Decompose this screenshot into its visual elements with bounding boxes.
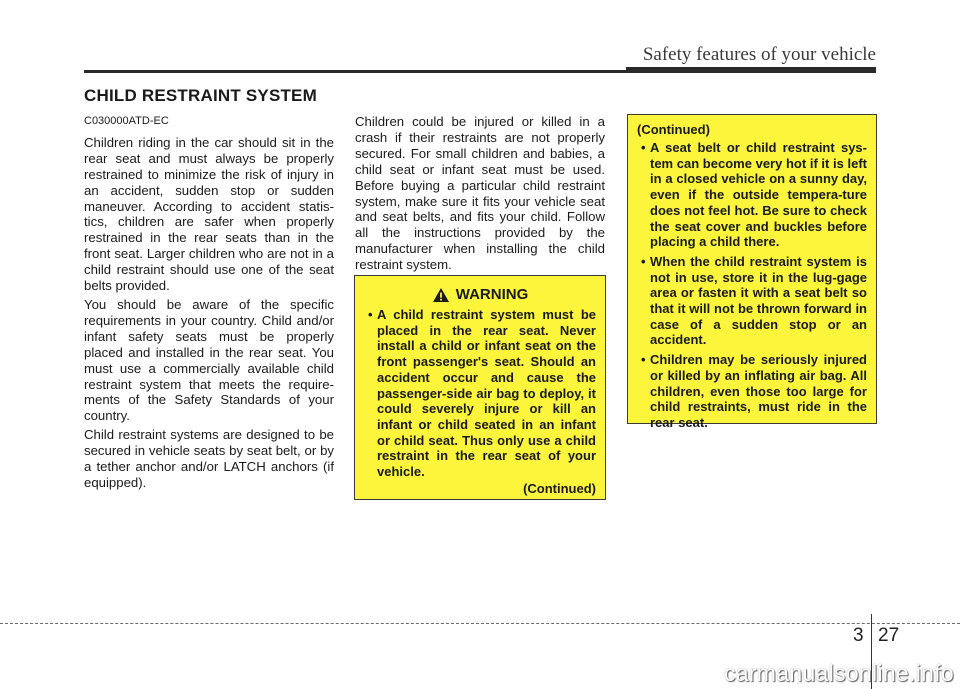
section-code: C030000ATD-EC — [84, 115, 169, 127]
warning-list — [637, 140, 867, 431]
column-middle — [355, 114, 605, 276]
header-rule-accent — [626, 67, 876, 73]
list-item: • Children may be seriously injured or killed by an inflating air bag. All children, even those too large for child restraints, must ride in the rear seat. — [637, 352, 867, 431]
column-left — [84, 114, 334, 494]
list-item: • When the child restraint system is not in use, store it in the lug-gage area or fasten it with a seat belt so that it will not be thrown forward in case of a sudden stop or an accident. — [637, 254, 867, 348]
continued-label: (Continued) — [637, 122, 710, 137]
warning-list — [364, 307, 596, 480]
paragraph: Child restraint systems are designed to be secured in vehicle seats by seat belt, or by a tether anchor and/or LATCH anchors (if equipped). — [84, 427, 334, 490]
list-item: • A seat belt or child restraint sys-tem can become very hot if it is left in a closed vehicle on a sunny day, even if the outside tempera-ture does not feel hot. Be sure to check the seat cover and buckles before placing a child there. — [637, 140, 867, 250]
warning-heading — [364, 286, 596, 303]
paragraph: Children riding in the car should sit in the rear seat and must always be properly restrained to minimize the risk of injury in an accident, sudden stop or sudden maneuver. According to accident statis-tics, children are safer when properly restrained in the rear seats than in the front seat. Larger children who are not in a child restraint should use one of the seat belts provided. — [84, 134, 334, 294]
warning-label: WARNING — [455, 286, 529, 303]
footer-rule — [0, 623, 960, 624]
paragraph: You should be aware of the specific requirements in your country. Child and/or infant safety seats must be properly placed and installed in the rear seat. You must use a commercially available child restraint system that meets the require-ments of the Safety Standards of your country. — [84, 296, 334, 424]
section-title: CHILD RESTRAINT SYSTEM — [84, 86, 317, 105]
chapter-number: 3 — [853, 625, 864, 646]
page-number: 27 — [878, 625, 900, 646]
continued-label: (Continued) — [523, 480, 596, 496]
header-title: Safety features of your vehicle — [642, 44, 876, 65]
watermark: carmanualsonline.info — [723, 660, 954, 686]
warning-triangle-icon — [432, 287, 450, 303]
paragraph: Children could be injured or killed in a crash if their restraints are not properly secured. For small children and babies, a child seat or infant seat must be used. Before buying a particular child restraint system, make sure it fits your vehicle seat and seat belts, and fits your child. Follow all the instructions provided by the manufacturer when installing the child restraint system. — [355, 114, 605, 273]
list-item: • A child restraint system must be placed in the rear seat. Never install a child or infant seat on the front passenger's seat. Should an accident occur and cause the passenger-side air bag to deploy, it could severely injure or kill an infant or child seated in an infant or child seat. Thus only use a child restraint in the rear seat of your vehicle. — [364, 307, 596, 480]
warning-box — [354, 275, 606, 500]
warning-box-continued — [627, 114, 877, 430]
